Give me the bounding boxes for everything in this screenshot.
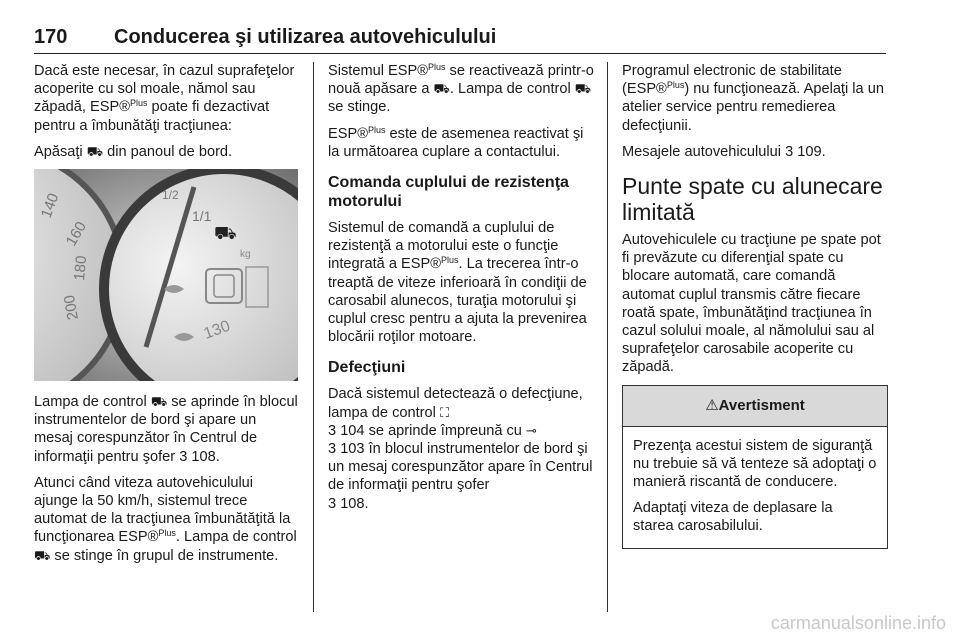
column-middle: [328, 62, 594, 521]
page-header: [34, 26, 884, 54]
column-right: [622, 62, 888, 549]
watermark: carmanualsonline.info: [770, 613, 946, 633]
instrument-cluster-photo: [34, 169, 298, 381]
heading-limited-slip-axle: Punte spate cu alunecare limitată: [622, 173, 883, 226]
warning-triangle-icon: ⚠: [705, 396, 719, 414]
speed-label: 180: [71, 254, 91, 282]
esp-off-icon: ⛟: [433, 81, 450, 97]
fuel-full-label: 1/1: [192, 208, 212, 225]
paragraph: Dacă este necesar, în cazul suprafeţelor acoperite cu sol moale, nămol sau zăpadă, ESP®$^{Plus}$ poate fi dezactivat pentru a îmbunătăţi tracţiunea:: [34, 63, 295, 134]
paragraph: Dacă sistemul detectează o defecţiune, lampa de control ⛶ 3 104 se aprinde împreună cu ⊸ 3 103 în blocul instrumentelor de bord şi un mesaj corespunzător apare în Centrul de informaţii pentru şofer 3 108.: [328, 386, 593, 512]
esp-off-warning-icon: ⛟: [214, 223, 237, 245]
temp-label: 130: [201, 317, 233, 343]
ref-arrow-icon: 3: [328, 441, 337, 458]
heading-engine-drag-torque: Comanda cuplului de rezistenţa motorului: [328, 174, 569, 211]
warning-header: [623, 386, 887, 427]
warning-title: Avertisment: [718, 396, 805, 414]
paragraph: Sistemul ESP®$^{Plus}$ se reactivează printr-o nouă apăsare a ⛟. Lampa de control ⛟ se stinge.: [328, 62, 594, 116]
traction-control-icon: ⛶: [439, 404, 450, 420]
paragraph: Prezenţa acestui sistem de siguranţă nu trebuie să vă tenteze să adoptaţi o manieră riscantă de conducere.: [633, 437, 877, 491]
column-left: [34, 62, 298, 573]
esp-off-icon: ⛟: [86, 143, 104, 159]
ref-arrow-icon: 3: [328, 495, 337, 512]
ref-arrow-icon: 3: [328, 422, 337, 439]
speed-label: 160: [62, 218, 90, 250]
warning-body: [623, 427, 887, 548]
paragraph: Autovehiculele cu tracţiune pe spate pot fi prevăzute cu diferenţial spate cu blocare automată, care comandă automat cuplul transmis către fiecare roată spate, îmbunătăţind tracţiunea în cazul solului moale, al nămolului sau al suprafeţelor carosabile acoperite cu zăpadă.: [622, 232, 881, 376]
chapter-title: Conducerea şi utilizarea autovehiculului: [114, 26, 497, 48]
service-vehicle-icon: ⊸: [525, 422, 537, 438]
column-divider-1: [313, 62, 314, 612]
ref-arrow-icon: 3: [785, 143, 794, 160]
column-divider-2: [607, 62, 608, 612]
paragraph: Sistemul de comandă a cuplului de rezistenţă a motorului este o funcţie integrată a ESP®$^{Plus}$. La trecerea într-o treaptă de viteze inferioară în condiţii de carosabil alunecos, turaţia motorului şi cuplul cresc pentru a ajuta la prevenirea blocării roţilor motoare.: [328, 220, 587, 346]
fuel-half-label: 1/2: [162, 188, 179, 203]
kg-label: kg: [240, 249, 251, 261]
paragraph: Atunci când viteza autovehiculului ajunge la 50 km/h, sistemul trece automat de la tracţiunea îmbunătăţită la funcţionarea ESP®$^{Plus}$. Lampa de control ⛟ se stinge în grupul de instrumente.: [34, 474, 297, 564]
speed-label: 200: [60, 293, 82, 322]
heading-faults: Defecţiuni: [328, 359, 406, 377]
paragraph: Programul electronic de stabilitate (ESP®$^{Plus}$) nu funcţionează. Apelaţi la un atelier service pentru remedierea defecţiunii.: [622, 63, 884, 134]
paragraph: ESP®$^{Plus}$ este de asemenea reactivat şi la următoarea cuplare a contactului.: [328, 124, 584, 160]
page-number: 170: [34, 26, 68, 48]
paragraph: Adaptaţi viteza de deplasare la starea carosabilului.: [633, 500, 833, 535]
esp-off-icon: ⛟: [574, 81, 592, 97]
warning-box: [622, 385, 888, 549]
ref-arrow-icon: 3: [179, 448, 188, 465]
esp-off-icon: ⛟: [34, 547, 51, 563]
esp-off-icon: ⛟: [150, 394, 168, 410]
paragraph: Apăsaţi ⛟ din panoul de bord.: [34, 143, 233, 160]
header-rule: [34, 53, 886, 54]
speed-label: 140: [37, 191, 63, 221]
paragraph: Lampa de control ⛟ se aprinde în blocul instrumentelor de bord şi apare un mesaj corespunzător în Centrul de informaţii pentru şofer 3 108.: [34, 394, 298, 465]
paragraph: Mesajele autovehiculului 3 109.: [622, 143, 826, 160]
